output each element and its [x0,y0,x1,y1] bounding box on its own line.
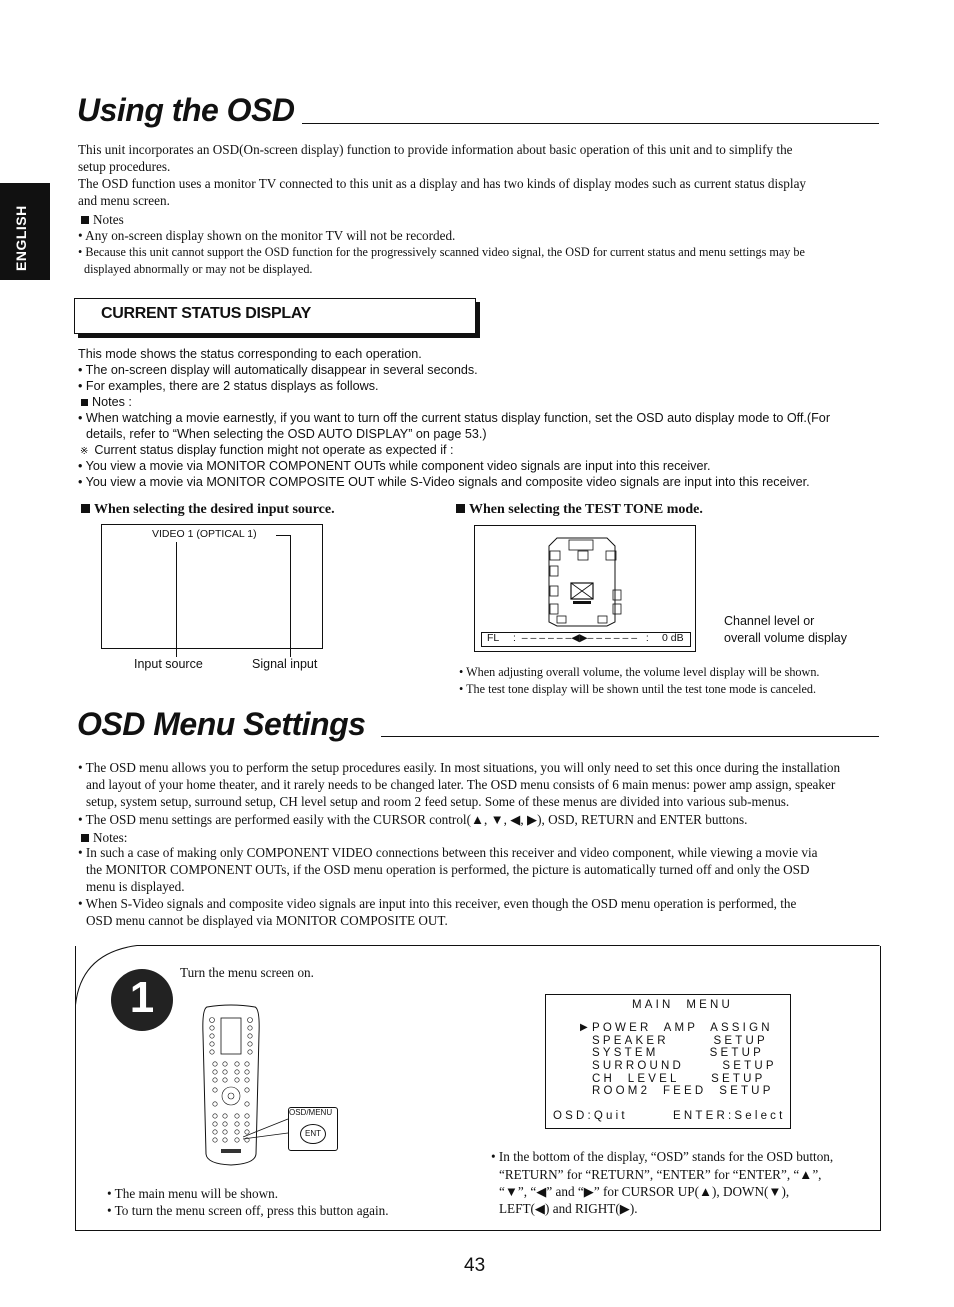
leader-tick-signal [290,647,291,657]
status-line-7: • You view a movie via MONITOR COMPOSITE OUT while S-Video signals and composite video signals are input into this receiver. [78,475,810,489]
menu-explain-4: LEFT(◀) and RIGHT(▶). [499,1201,638,1216]
section-title-osd-menu: OSD Menu Settings [77,706,366,742]
callout-line-2: overall volume display [724,631,847,645]
current-status-heading: CURRENT STATUS DISPLAY [101,305,312,322]
osd-notes-label: Notes: [93,830,128,845]
note-1: • Any on-screen display shown on the monitor TV will not be recorded. [78,228,456,243]
square-bullet-icon [81,399,88,406]
status-line-6: • You view a movie via MONITOR COMPONENT OUTs while component video signals are input into this receiver. [78,459,711,473]
language-tab [0,183,50,280]
language-label: ENGLISH [13,205,29,271]
leader-line-input [176,542,177,647]
example-2-heading [456,502,703,518]
title-rule [302,123,879,124]
note-2b: displayed abnormally or may not be displayed. [84,262,313,276]
osd-para-3c: menu is displayed. [86,879,185,894]
note-2a: • Because this unit cannot support the OSD function for the progressively scanned video signal, the OSD for current status and menu settings may be [78,245,805,259]
example-1-heading [81,502,335,518]
square-bullet-icon [81,504,90,513]
osd-para-4a: • When S-Video signals and composite video signals are input into this receiver, even though the OSD menu operation is performed, the [78,896,797,911]
menu-cursor-icon: ▶ [580,1022,588,1033]
label-input-source: Input source [134,657,203,671]
menu-footer-select: ENTER:Select [673,1110,786,1122]
leader-tick-input [176,647,177,657]
title-rule [381,736,879,737]
intro-line-1a: This unit incorporates an OSD(On-screen display) function to provide information about basic operation of this unit and to simplify the [78,142,793,157]
leader-line-signal-h [276,535,290,536]
menu-item-surround-setup[interactable]: SURROUND SETUP [592,1060,777,1072]
status-line-4a: • When watching a movie earnestly, if you want to turn off the current status display function, set the OSD auto display mode to Off.(For [78,411,831,425]
main-menu-title: MAIN MENU [632,999,733,1011]
example-1-heading-text: When selecting the desired input source. [94,502,335,517]
osd-para-1c: setup, system setup, surround setup, CH level setup and room 2 feed setup. Some of these menus are divided into various sub-menus. [86,794,790,809]
status-notes-heading [81,394,132,410]
osd-menu-button-label: OSD/MENU [289,1108,333,1117]
status-line-2: • The on-screen display will automatically disappear in several seconds. [78,363,478,377]
example-2-heading-text: When selecting the TEST TONE mode. [469,502,703,517]
fl-label: FL [487,632,500,644]
menu-item-speaker-setup[interactable]: SPEAKER SETUP [592,1035,768,1047]
osd-para-3a: • In such a case of making only COMPONENT VIDEO connections between this receiver and video component, while viewing a movie via [78,845,818,860]
intro-line-2a: The OSD function uses a monitor TV connected to this unit as a display and has two kinds of display modes such as current status display [78,176,807,191]
osd-para-3b: the MONITOR COMPONENT OUTs, if the OSD menu operation is performed, the picture is automatically turned off and only the OSD [86,862,810,877]
osd-para-2: • The OSD menu settings are performed easily with the CURSOR control(▲, ▼, ◀, ▶), OSD, RETURN and ENTER buttons. [78,812,748,827]
square-bullet-icon [456,504,465,513]
test-tone-bullet-1: • When adjusting overall volume, the volume level display will be shown. [459,665,820,679]
status-line-3: • For examples, there are 2 status displays as follows. [78,379,379,393]
notes-label: Notes [93,212,124,227]
status-line-1: This mode shows the status corresponding to each operation. [78,347,422,361]
intro-line-1b: setup procedures. [78,159,171,174]
status-line-5-text: Current status display function might not operate as expected if : [94,443,454,457]
menu-item-ch-level-setup[interactable]: CH LEVEL SETUP [592,1073,766,1085]
menu-footer-quit: OSD:Quit [553,1110,628,1122]
leader-line-signal [290,535,291,647]
step-instruction: Turn the menu screen on. [180,965,314,980]
status-line-4b: details, refer to “When selecting the OSD AUTO DISPLAY” on page 53.) [86,427,487,441]
square-bullet-icon [81,834,89,842]
fl-level-bar: : – – – – – –◀▶– – – – – – : [513,632,649,644]
fl-level-value: 0 dB [662,632,684,644]
menu-item-system-setup[interactable]: SYSTEM SETUP [592,1047,764,1059]
callout-line-1: Channel level or [724,614,815,628]
step-bullet-2: • To turn the menu screen off, press this button again. [107,1203,389,1218]
current-status-heading-box [74,298,476,334]
status-notes-label: Notes : [92,395,132,409]
menu-item-power-amp-assign[interactable]: POWER AMP ASSIGN [592,1022,773,1034]
osd-para-1a: • The OSD menu allows you to perform the setup procedures easily. In most situations, you will only need to set this once during the installation [78,760,841,775]
test-tone-bullet-2: • The test tone display will be shown until the test tone mode is canceled. [459,682,817,696]
osd-para-1b: and layout of your home theater, and it rarely needs to be changed later. The OSD menu consists of 6 main menus: power amp assign, speaker [86,777,836,792]
section-title-using-osd: Using the OSD [77,92,295,128]
page-number: 43 [464,1255,486,1276]
menu-explain-1: • In the bottom of the display, “OSD” stands for the OSD button, [491,1149,834,1164]
input-source-screen-text: VIDEO 1 (OPTICAL 1) [152,528,257,540]
osd-menu-button[interactable]: ENT [300,1124,326,1144]
step-number: 1 [129,973,155,1022]
reference-mark-icon: ※ [80,446,89,457]
intro-line-2b: and menu screen. [78,193,170,208]
menu-explain-3: “▼”, “◀” and “▶” for CURSOR UP(▲), DOWN(▼), [499,1184,790,1199]
osd-para-4b: OSD menu cannot be displayed via MONITOR COMPOSITE OUT. [86,913,448,928]
step-bullet-1: • The main menu will be shown. [107,1186,279,1201]
notes-heading [81,211,124,228]
menu-explain-2: “RETURN” for “RETURN”, “ENTER” for “ENTER”, “▲”, [499,1167,822,1182]
square-bullet-icon [81,216,89,224]
step-number-badge [111,969,173,1031]
menu-item-room2-feed-setup[interactable]: ROOM2 FEED SETUP [592,1085,774,1097]
label-signal-input: Signal input [252,657,318,671]
